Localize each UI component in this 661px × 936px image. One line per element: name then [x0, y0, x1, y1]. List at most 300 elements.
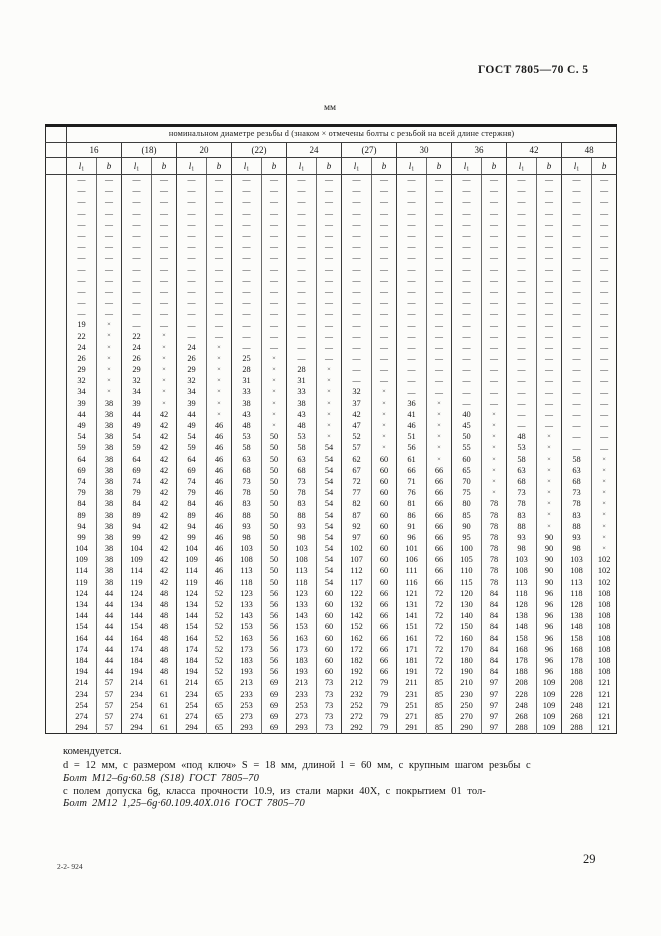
table-cell: 60	[452, 454, 482, 465]
table-cell: —	[372, 264, 397, 275]
table-cell: 46	[207, 510, 232, 521]
table-cell: 121	[592, 700, 617, 711]
table-cell: 66	[372, 588, 397, 599]
table-cell: —	[507, 242, 537, 253]
table-cell: ×	[262, 421, 287, 432]
column-label-symbol: b	[491, 160, 497, 171]
column-label-subscript: 1	[81, 166, 85, 172]
subheader-row	[46, 158, 617, 175]
print-order-mark: 2-2- 924	[57, 862, 83, 871]
column-label-symbol: b	[326, 160, 332, 171]
table-cell: 46	[207, 577, 232, 588]
table-cell: 65	[207, 700, 232, 711]
column-label	[537, 158, 562, 175]
table-cell: —	[482, 354, 507, 365]
table-cell: —	[372, 376, 397, 387]
table-head	[46, 126, 617, 175]
strip-cell	[46, 398, 67, 409]
table-cell: 26	[177, 354, 207, 365]
table-cell: 61	[152, 689, 177, 700]
table-cell: 60	[372, 577, 397, 588]
table-cell: 79	[372, 678, 397, 689]
table-cell: —	[287, 186, 317, 197]
table-row	[46, 398, 617, 409]
table-cell: —	[97, 253, 122, 264]
table-cell: 85	[427, 700, 452, 711]
strip-cell	[46, 309, 67, 320]
table-cell: 54	[317, 544, 342, 555]
table-cell: 119	[122, 577, 152, 588]
table-row	[46, 577, 617, 588]
table-cell: 58	[287, 443, 317, 454]
table-cell: 44	[177, 409, 207, 420]
table-cell: —	[397, 275, 427, 286]
strip-cell	[46, 376, 67, 387]
table-cell: 168	[562, 644, 592, 655]
table-cell: 172	[342, 644, 372, 655]
table-cell: ×	[482, 421, 507, 432]
table-cell: —	[592, 342, 617, 353]
table-cell: 79	[372, 712, 397, 723]
strip-cell	[46, 230, 67, 241]
table-cell: —	[317, 264, 342, 275]
table-cell: 58	[562, 454, 592, 465]
table-cell: —	[562, 253, 592, 264]
table-cell: 104	[122, 544, 152, 555]
table-cell: 34	[67, 387, 97, 398]
table-cell: —	[97, 286, 122, 297]
table-cell: 78	[287, 488, 317, 499]
table-cell: 97	[342, 533, 372, 544]
table-cell: 54	[317, 477, 342, 488]
table-cell: —	[207, 331, 232, 342]
table-cell: ×	[592, 465, 617, 476]
table-cell: 84	[482, 656, 507, 667]
table-cell: ×	[537, 454, 562, 465]
column-label-symbol: l	[573, 160, 577, 171]
table-cell: 98	[562, 544, 592, 555]
table-cell: 68	[507, 477, 537, 488]
table-cell: —	[177, 275, 207, 286]
table-cell: —	[452, 320, 482, 331]
table-cell: —	[592, 175, 617, 186]
table-cell: ×	[317, 421, 342, 432]
table-cell: 38	[97, 499, 122, 510]
column-label	[562, 158, 592, 175]
table-cell: ×	[372, 398, 397, 409]
table-cell: —	[177, 175, 207, 186]
table-cell: —	[342, 197, 372, 208]
table-cell: 63	[232, 454, 262, 465]
column-label-subscript: 1	[136, 166, 140, 172]
table-cell: —	[452, 197, 482, 208]
table-cell: —	[452, 365, 482, 376]
table-cell: 48	[152, 588, 177, 599]
table-cell: 38	[97, 409, 122, 420]
column-label-subscript: 1	[301, 166, 305, 172]
table-cell: 78	[482, 555, 507, 566]
table-cell: 85	[427, 689, 452, 700]
table-cell: 254	[122, 700, 152, 711]
strip-cell	[46, 242, 67, 253]
table-cell: 192	[342, 667, 372, 678]
units-label: мм	[324, 103, 337, 113]
table-row	[46, 275, 617, 286]
table-cell: 58	[232, 443, 262, 454]
table-cell: 41	[397, 409, 427, 420]
column-label-subscript: 1	[356, 166, 360, 172]
table-cell: —	[177, 242, 207, 253]
table-cell: 102	[592, 577, 617, 588]
table-cell: 120	[452, 588, 482, 599]
column-label-symbol: b	[216, 160, 222, 171]
table-cell: 38	[97, 521, 122, 532]
table-cell: 60	[372, 555, 397, 566]
table-cell: 66	[372, 600, 397, 611]
table-cell: —	[537, 286, 562, 297]
table-cell: 88	[287, 510, 317, 521]
table-cell: —	[207, 186, 232, 197]
table-cell: —	[507, 354, 537, 365]
table-row	[46, 555, 617, 566]
table-cell: 134	[177, 600, 207, 611]
table-cell: 96	[397, 533, 427, 544]
table-cell: —	[67, 175, 97, 186]
table-cell: —	[372, 331, 397, 342]
table-cell: ×	[152, 331, 177, 342]
table-cell: ×	[427, 443, 452, 454]
table-cell: —	[97, 175, 122, 186]
table-cell: ×	[152, 354, 177, 365]
table-cell: —	[287, 208, 317, 219]
table-cell: —	[427, 331, 452, 342]
table-cell: 52	[207, 656, 232, 667]
table-cell: 66	[427, 577, 452, 588]
table-cell: 109	[537, 700, 562, 711]
table-cell: —	[562, 286, 592, 297]
table-cell: 84	[482, 588, 507, 599]
table-cell: ×	[262, 387, 287, 398]
table-cell: ×	[207, 398, 232, 409]
table-cell: 84	[482, 611, 507, 622]
table-cell: —	[372, 175, 397, 186]
table-cell: ×	[97, 387, 122, 398]
table-cell: 96	[537, 633, 562, 644]
table-cell: 38	[97, 577, 122, 588]
table-cell: 70	[452, 477, 482, 488]
table-cell: 73	[317, 700, 342, 711]
table-cell: 84	[482, 644, 507, 655]
table-cell: 85	[427, 678, 452, 689]
table-cell: 133	[232, 600, 262, 611]
table-cell: 26	[122, 354, 152, 365]
table-cell: ×	[262, 398, 287, 409]
table-cell: 22	[67, 331, 97, 342]
table-cell: —	[207, 253, 232, 264]
column-label	[452, 158, 482, 175]
table-cell: 44	[97, 667, 122, 678]
strip-cell	[46, 510, 67, 521]
table-cell: 110	[452, 566, 482, 577]
table-cell: 183	[287, 656, 317, 667]
table-cell: 83	[562, 510, 592, 521]
table-cell: 78	[482, 544, 507, 555]
table-cell: —	[507, 175, 537, 186]
table-cell: —	[232, 242, 262, 253]
table-cell: 56	[397, 443, 427, 454]
table-cell: ×	[537, 443, 562, 454]
table-cell: 252	[342, 700, 372, 711]
table-cell: 38	[97, 443, 122, 454]
column-label-symbol: b	[436, 160, 442, 171]
table-cell: 74	[122, 477, 152, 488]
table-cell: 96	[537, 600, 562, 611]
table-cell: —	[507, 230, 537, 241]
table-cell: 46	[207, 533, 232, 544]
table-cell: 50	[262, 521, 287, 532]
table-cell: ×	[482, 432, 507, 443]
table-cell: —	[207, 242, 232, 253]
table-cell: —	[507, 331, 537, 342]
table-cell: —	[482, 253, 507, 264]
table-cell: —	[122, 309, 152, 320]
table-cell: 78	[482, 521, 507, 532]
table-cell: 60	[317, 667, 342, 678]
table-cell: 38	[97, 488, 122, 499]
table-cell: —	[482, 242, 507, 253]
table-cell: 74	[177, 477, 207, 488]
table-cell: 67	[342, 465, 372, 476]
table-cell: —	[122, 186, 152, 197]
table-cell: 274	[67, 712, 97, 723]
table-cell: 90	[537, 533, 562, 544]
table-cell: 114	[177, 566, 207, 577]
table-cell: 57	[97, 689, 122, 700]
table-cell: —	[397, 186, 427, 197]
column-label	[67, 158, 97, 175]
strip-cell	[46, 342, 67, 353]
table-cell: 48	[152, 622, 177, 633]
table-cell: 78	[507, 499, 537, 510]
diameter-header: номинальном диаметре резьбы d (знаком × отмечены болты с резьбой на всей длине стержня)	[67, 126, 617, 143]
table-cell: 193	[232, 667, 262, 678]
table-cell: —	[287, 354, 317, 365]
table-cell: 168	[507, 644, 537, 655]
table-cell: 57	[97, 678, 122, 689]
table-cell: 208	[562, 678, 592, 689]
table-cell: —	[592, 365, 617, 376]
table-cell: 80	[452, 499, 482, 510]
column-label-symbol: b	[381, 160, 387, 171]
table-cell: 72	[427, 644, 452, 655]
table-cell: 56	[262, 588, 287, 599]
table-cell: 72	[427, 622, 452, 633]
table-row	[46, 723, 617, 734]
table-cell: 50	[262, 465, 287, 476]
table-row	[46, 365, 617, 376]
table-row	[46, 454, 617, 465]
table-cell: 188	[562, 667, 592, 678]
table-cell: —	[482, 298, 507, 309]
strip-cell	[46, 566, 67, 577]
table-cell: 84	[482, 600, 507, 611]
table-cell: 131	[397, 600, 427, 611]
table-cell: 82	[342, 499, 372, 510]
table-cell: —	[592, 286, 617, 297]
table-cell: 174	[67, 644, 97, 655]
table-cell: ×	[97, 320, 122, 331]
table-cell: 54	[317, 577, 342, 588]
table-cell: 102	[592, 555, 617, 566]
table-cell: —	[207, 208, 232, 219]
table-cell: —	[372, 354, 397, 365]
table-cell: 66	[372, 633, 397, 644]
table-cell: —	[287, 219, 317, 230]
table-cell: 48	[152, 667, 177, 678]
table-row	[46, 689, 617, 700]
table-cell: —	[207, 219, 232, 230]
table-cell: 54	[317, 454, 342, 465]
table-cell: ×	[262, 409, 287, 420]
table-cell: —	[562, 409, 592, 420]
table-cell: —	[372, 208, 397, 219]
table-cell: 52	[342, 432, 372, 443]
table-row	[46, 510, 617, 521]
table-cell: —	[152, 208, 177, 219]
table-cell: —	[97, 264, 122, 275]
table-cell: 132	[342, 600, 372, 611]
table-cell: 50	[262, 432, 287, 443]
table-cell: 44	[97, 644, 122, 655]
table-cell: 89	[67, 510, 97, 521]
table-cell: —	[452, 376, 482, 387]
table-cell: —	[537, 186, 562, 197]
table-cell: —	[152, 219, 177, 230]
table-cell: —	[342, 208, 372, 219]
table-cell: 38	[97, 421, 122, 432]
table-cell: —	[592, 186, 617, 197]
table-cell: ×	[262, 354, 287, 365]
table-cell: 61	[152, 700, 177, 711]
table-cell: 91	[397, 521, 427, 532]
table-cell: —	[207, 197, 232, 208]
table-cell: ×	[592, 477, 617, 488]
table-cell: 96	[537, 644, 562, 655]
table-cell: —	[537, 264, 562, 275]
table-cell: —	[562, 242, 592, 253]
table-cell: —	[122, 275, 152, 286]
table-cell: —	[507, 398, 537, 409]
table-cell: —	[232, 219, 262, 230]
strip-cell	[46, 633, 67, 644]
table-cell: —	[177, 264, 207, 275]
table-cell: 72	[427, 656, 452, 667]
table-cell: 128	[507, 600, 537, 611]
table-cell: ×	[317, 398, 342, 409]
table-cell: —	[592, 387, 617, 398]
table-cell: —	[232, 197, 262, 208]
table-cell: —	[537, 342, 562, 353]
table-cell: 49	[177, 421, 207, 432]
table-cell: 140	[452, 611, 482, 622]
table-cell: ×	[152, 376, 177, 387]
table-cell: 99	[67, 533, 97, 544]
table-cell: 32	[67, 376, 97, 387]
table-cell: —	[537, 365, 562, 376]
table-cell: 113	[562, 577, 592, 588]
table-cell: —	[262, 219, 287, 230]
table-cell: 163	[232, 633, 262, 644]
strip-cell	[46, 521, 67, 532]
table-cell: 56	[262, 611, 287, 622]
table-cell: 108	[287, 555, 317, 566]
table-cell: —	[152, 186, 177, 197]
table-cell: —	[232, 186, 262, 197]
table-cell: —	[287, 230, 317, 241]
dimensions-table	[45, 124, 617, 734]
strip-cell	[46, 421, 67, 432]
table-cell: 65	[207, 678, 232, 689]
table-cell: 42	[152, 499, 177, 510]
table-cell: —	[342, 242, 372, 253]
table-cell: 288	[562, 723, 592, 734]
table-cell: —	[177, 286, 207, 297]
table-cell: —	[67, 298, 97, 309]
table-cell: 92	[342, 521, 372, 532]
table-cell: 28	[287, 365, 317, 376]
table-cell: ×	[592, 488, 617, 499]
table-cell: —	[232, 342, 262, 353]
table-cell: 43	[287, 409, 317, 420]
table-cell: 81	[397, 499, 427, 510]
table-cell: 42	[152, 432, 177, 443]
table-cell: 73	[287, 477, 317, 488]
table-cell: 54	[317, 566, 342, 577]
table-row	[46, 611, 617, 622]
table-cell: 214	[122, 678, 152, 689]
table-cell: —	[482, 309, 507, 320]
table-cell: —	[207, 309, 232, 320]
table-cell: 46	[207, 477, 232, 488]
table-cell: 171	[397, 644, 427, 655]
table-cell: —	[397, 342, 427, 353]
table-cell: —	[177, 186, 207, 197]
strip-cell	[46, 622, 67, 633]
table-cell: 48	[152, 600, 177, 611]
table-row	[46, 264, 617, 275]
strip-cell	[46, 454, 67, 465]
table-cell: 183	[232, 656, 262, 667]
table-cell: 59	[67, 443, 97, 454]
table-cell: 66	[372, 644, 397, 655]
table-cell: —	[507, 264, 537, 275]
table-cell: —	[317, 298, 342, 309]
table-cell: 214	[177, 678, 207, 689]
table-cell: 50	[262, 544, 287, 555]
table-cell: 44	[122, 409, 152, 420]
column-label	[507, 158, 537, 175]
table-cell: —	[207, 175, 232, 186]
table-cell: —	[152, 197, 177, 208]
table-cell: ×	[207, 365, 232, 376]
diameter-group-label: 36	[452, 143, 507, 158]
table-cell: 42	[342, 409, 372, 420]
table-cell: —	[427, 298, 452, 309]
strip-cell	[46, 126, 67, 143]
table-cell: —	[232, 298, 262, 309]
strip-cell	[46, 678, 67, 689]
table-cell: 24	[67, 342, 97, 353]
